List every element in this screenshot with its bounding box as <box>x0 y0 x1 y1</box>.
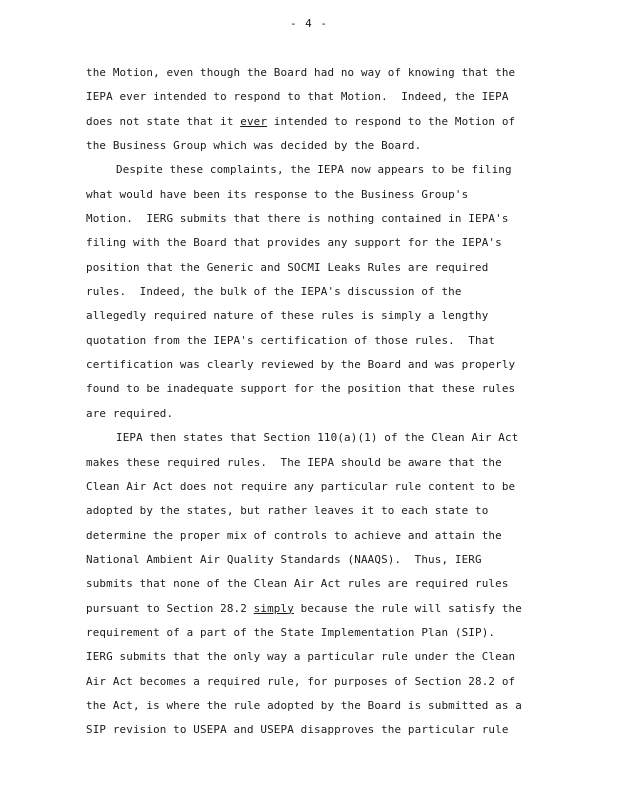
line-text: submits that none of the Clean Air Act rules are required rules <box>86 577 509 591</box>
line-text: makes these required rules. The IEPA should be aware that the <box>86 455 502 469</box>
line-text: the Business Group which was decided by the Board. <box>86 139 422 153</box>
text-line <box>86 332 586 356</box>
text-line <box>86 283 586 307</box>
text-line <box>86 307 586 331</box>
text-line <box>86 210 586 234</box>
line-text: allegedly required nature of these rules is simply a lengthy <box>86 309 489 323</box>
text-line <box>86 575 586 599</box>
line-text: intended to respond to the Motion of <box>267 114 516 128</box>
text-line <box>86 64 586 88</box>
body-text <box>86 64 586 746</box>
line-text: the Motion, even though the Board had no way of knowing that the <box>86 66 516 79</box>
line-text: what would have been its response to the Business Group's <box>86 187 469 201</box>
underlined-text: simply <box>253 601 294 615</box>
line-text: certification was clearly reviewed by the Board and was properly <box>86 358 516 372</box>
line-text: position that the Generic and SOCMI Leaks Rules are required <box>86 260 489 274</box>
text-line <box>86 551 586 575</box>
text-line <box>86 454 586 478</box>
text-line <box>86 186 586 210</box>
line-text: are required. <box>86 406 174 420</box>
underlined-text: ever <box>240 114 268 128</box>
line-text: Clean Air Act does not require any particular rule content to be <box>86 479 516 493</box>
line-text: adopted by the states, but rather leaves it to each state to <box>86 504 489 518</box>
text-line <box>86 673 586 697</box>
line-text: SIP revision to USEPA and USEPA disapproves the particular rule <box>86 723 509 737</box>
text-line <box>86 429 586 453</box>
line-text: requirement of a part of the State Implementation Plan (SIP). <box>86 625 496 639</box>
line-text: National Ambient Air Quality Standards (NAAQS). Thus, IERG <box>86 552 482 566</box>
line-text: found to be inadequate support for the position that these rules <box>86 382 516 396</box>
text-line <box>86 405 586 429</box>
line-text: IERG submits that the only way a particular rule under the Clean <box>86 650 516 664</box>
line-text: pursuant to Section 28.2 <box>86 601 254 615</box>
line-text: rules. Indeed, the bulk of the IEPA's discussion of the <box>86 285 462 299</box>
text-line <box>86 697 586 721</box>
line-text: because the rule will satisfy the <box>293 601 522 615</box>
line-text: Air Act becomes a required rule, for purposes of Section 28.2 of <box>86 674 516 688</box>
text-line <box>86 161 586 185</box>
text-line <box>86 600 586 624</box>
text-line <box>86 648 586 672</box>
text-line <box>86 113 586 137</box>
line-text: Despite these complaints, the IEPA now appears to be filing <box>116 163 512 177</box>
text-line <box>86 380 586 404</box>
line-text: filing with the Board that provides any support for the IEPA's <box>86 236 502 250</box>
line-text: Motion. IERG submits that there is nothing contained in IEPA's <box>86 212 509 226</box>
text-line <box>86 721 586 745</box>
text-line <box>86 259 586 283</box>
text-line <box>86 478 586 502</box>
text-line <box>86 624 586 648</box>
page-number: - 4 - <box>289 17 329 30</box>
line-text: does not state that it <box>86 114 241 128</box>
text-line <box>86 234 586 258</box>
line-text: IEPA then states that Section 110(a)(1) of the Clean Air Act <box>116 431 519 445</box>
text-line <box>86 88 586 112</box>
text-line <box>86 137 586 161</box>
text-line <box>86 356 586 380</box>
line-text: IEPA ever intended to respond to that Motion. Indeed, the IEPA <box>86 90 509 104</box>
line-text: determine the proper mix of controls to achieve and attain the <box>86 528 502 542</box>
line-text: quotation from the IEPA's certification of those rules. That <box>86 333 496 347</box>
line-text: the Act, is where the rule adopted by the Board is submitted as a <box>86 698 522 712</box>
text-line <box>86 502 586 526</box>
text-line <box>86 527 586 551</box>
